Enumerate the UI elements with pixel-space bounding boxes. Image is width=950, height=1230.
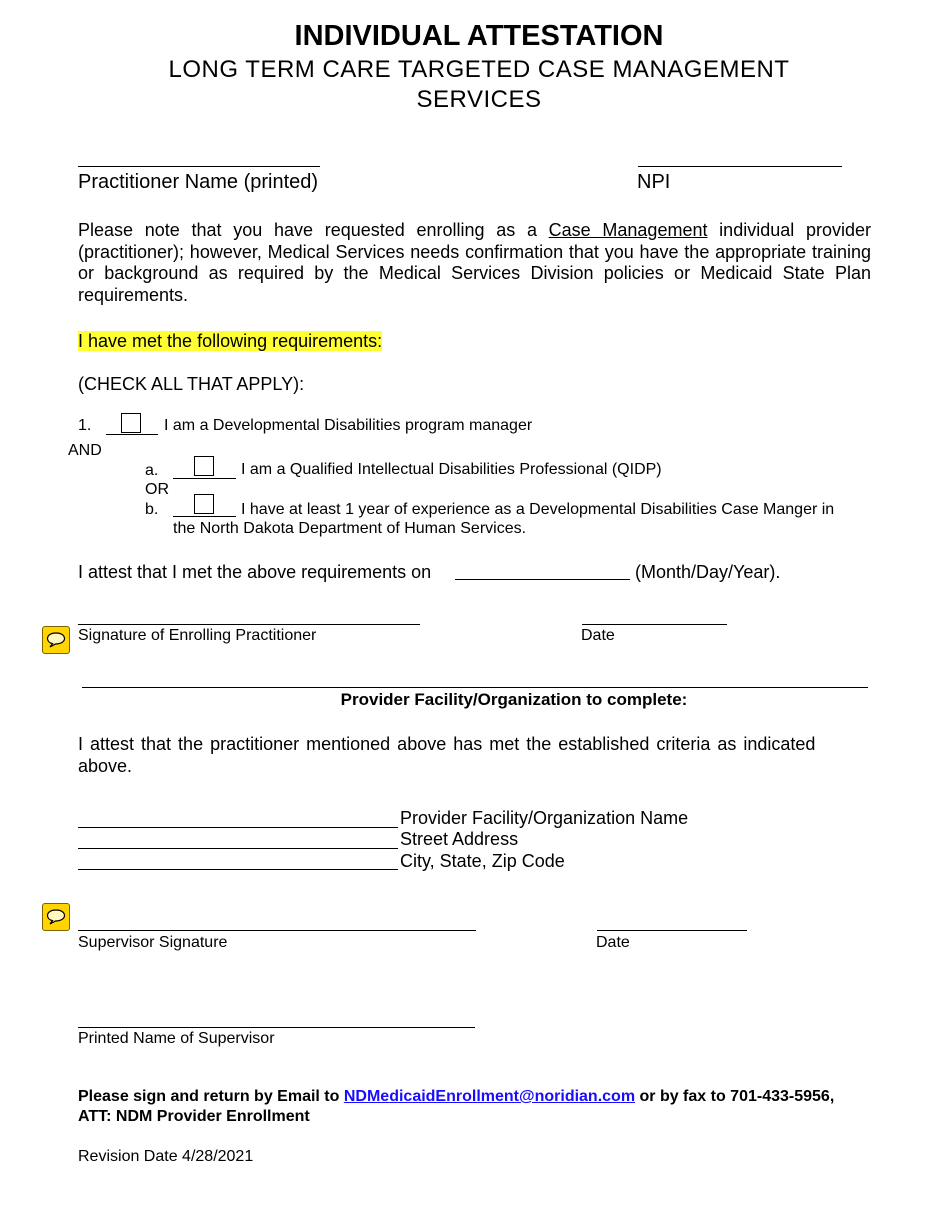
intro-case-management: Case Management — [548, 220, 708, 240]
item-a-blank-line — [173, 478, 236, 479]
item-a-checkbox[interactable] — [194, 456, 214, 476]
npi-field[interactable] — [638, 166, 842, 167]
attest-date-field[interactable] — [455, 579, 630, 580]
item-b-checkbox[interactable] — [194, 494, 214, 514]
attest-date-format: (Month/Day/Year). — [635, 562, 781, 582]
item-b-text-line1: I have at least 1 year of experience as a Developmental Disabilities Case Manger in — [241, 501, 835, 518]
email-link[interactable]: NDMedicaidEnrollment@noridian.com — [343, 1088, 636, 1105]
section-divider — [82, 687, 868, 688]
supervisor-date-field[interactable] — [597, 930, 747, 931]
supervisor-printed-name-label: Printed Name of Supervisor — [78, 1030, 275, 1047]
and-label: AND — [68, 442, 102, 459]
attention-line: ATT: NDM Provider Enrollment — [78, 1108, 310, 1125]
item-b-letter: b. — [145, 501, 159, 518]
practitioner-name-field[interactable] — [78, 166, 320, 167]
practitioner-signature-field[interactable] — [78, 624, 420, 625]
street-address-field[interactable] — [78, 848, 398, 849]
revision-date: Revision Date 4/28/2021 — [78, 1148, 254, 1165]
item-a-text: I am a Qualified Intellectual Disabilities Professional (QIDP) — [241, 461, 662, 478]
city-state-zip-label: City, State, Zip Code — [400, 851, 565, 871]
requirements-heading-highlight: I have met the following requirements: — [78, 331, 383, 351]
return-text-before: Please sign and return by Email to — [78, 1088, 344, 1105]
attest-date-text: I attest that I met the above requirements on — [78, 562, 432, 582]
supervisor-printed-name-field[interactable] — [78, 1027, 475, 1028]
comment-icon[interactable] — [42, 626, 70, 654]
practitioner-date-label: Date — [581, 627, 615, 644]
form-title: INDIVIDUAL ATTESTATION — [294, 20, 664, 52]
or-label: OR — [145, 481, 169, 498]
facility-attest-text: I attest that the practitioner mentioned above has met the established criteria as indicated above. — [78, 734, 816, 776]
npi-label: NPI — [637, 171, 671, 193]
requirements-heading — [78, 331, 382, 352]
intro-paragraph — [78, 220, 871, 306]
item1-blank-line — [106, 434, 158, 435]
item-a-letter: a. — [145, 462, 159, 479]
supervisor-date-label: Date — [596, 934, 630, 951]
facility-heading: Provider Facility/Organization to complete: — [340, 690, 688, 709]
return-instructions — [78, 1088, 834, 1106]
return-text-after: or by fax to 701-433-5956, — [635, 1088, 835, 1105]
item1-checkbox[interactable] — [121, 413, 141, 433]
subtitle-line-1: LONG TERM CARE TARGETED CASE MANAGEMENT — [168, 56, 790, 83]
intro-text-before: Please note that you have requested enrolling as a — [78, 220, 549, 240]
item-b-text-line2: the North Dakota Department of Human Services. — [173, 520, 527, 537]
street-address-label: Street Address — [400, 829, 519, 849]
facility-name-field[interactable] — [78, 827, 398, 828]
item1-number: 1. — [78, 417, 92, 434]
practitioner-date-field[interactable] — [582, 624, 727, 625]
form-subtitle — [0, 55, 950, 115]
subtitle-line-2: SERVICES — [416, 86, 542, 113]
city-state-zip-field[interactable] — [78, 869, 398, 870]
supervisor-signature-label: Supervisor Signature — [78, 934, 228, 951]
supervisor-signature-field[interactable] — [78, 930, 476, 931]
check-all-label: (CHECK ALL THAT APPLY): — [78, 374, 305, 394]
item-b-blank-line — [173, 516, 236, 517]
comment-icon[interactable] — [42, 903, 70, 931]
practitioner-name-label: Practitioner Name (printed) — [78, 171, 319, 193]
practitioner-signature-label: Signature of Enrolling Practitioner — [78, 627, 317, 644]
facility-name-label: Provider Facility/Organization Name — [400, 808, 689, 828]
intro-text-after: individual provider (practitioner); however, Medical Services needs confirmation that you have the appropriate training or background as required by the Medical Services Division policies or Medicaid State Plan requirements. — [78, 220, 871, 305]
item1-text: I am a Developmental Disabilities program manager — [164, 417, 533, 434]
